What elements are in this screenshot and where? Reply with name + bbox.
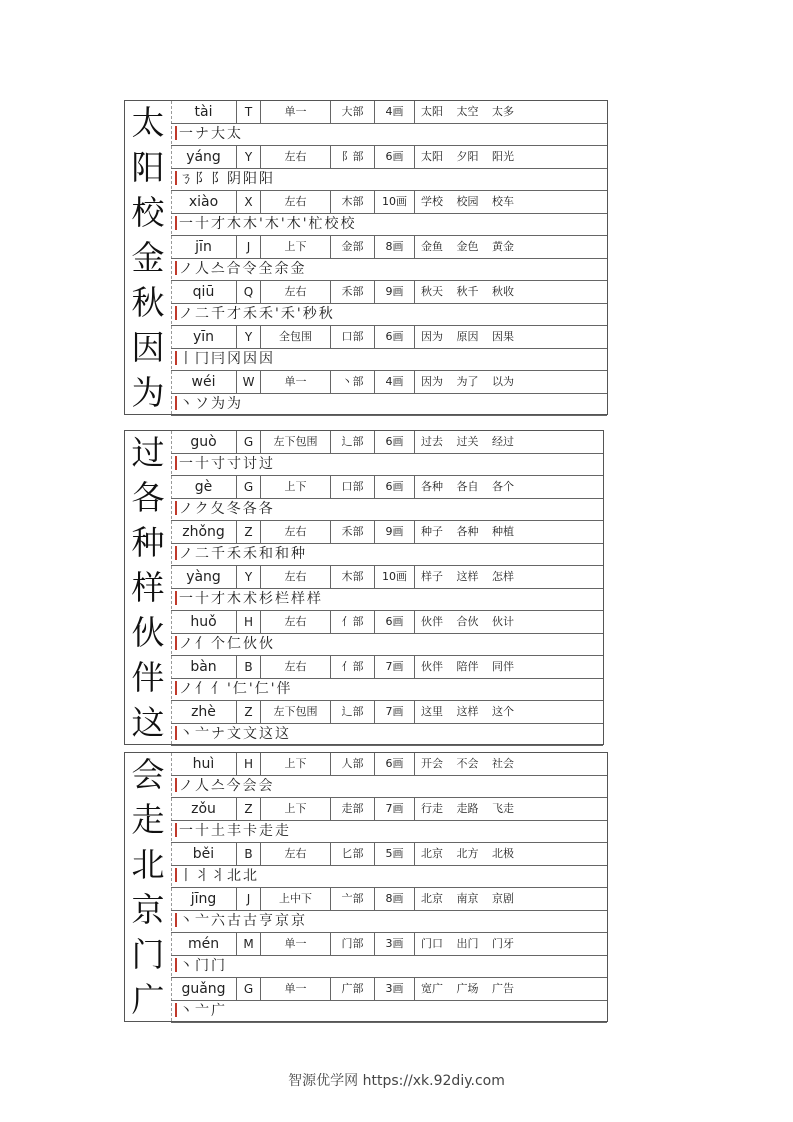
words-cell: 太阳 夕阳 阳光 [421, 150, 514, 163]
radical-cell: 大部 [331, 101, 375, 123]
character-entry [125, 101, 607, 146]
hanzi-character: 金 [131, 238, 165, 277]
hanzi-character: 因 [131, 328, 165, 367]
letter-cell: G [237, 476, 261, 498]
info-row [171, 476, 603, 499]
letter-cell: J [237, 888, 261, 910]
stroke-mark [175, 546, 177, 560]
letter-cell: H [237, 753, 261, 775]
hanzi-character: 阳 [131, 148, 165, 187]
info-row [171, 146, 607, 169]
structure-cell: 左右 [261, 281, 331, 303]
hanzi-character: 北 [131, 845, 165, 884]
character-entry [125, 611, 603, 656]
stroke-order-row [171, 1000, 607, 1023]
character-entry [125, 326, 607, 371]
stroke-order-text: 一十才木术杉栏样样 [179, 591, 323, 607]
pinyin-cell: gè [171, 476, 237, 498]
info-row [171, 101, 607, 124]
structure-cell: 单一 [261, 101, 331, 123]
radical-cell: 禾部 [331, 281, 375, 303]
strokes-count-cell: 6画 [375, 326, 415, 348]
stroke-mark [175, 1003, 177, 1017]
letter-cell: B [237, 656, 261, 678]
character-entry [125, 888, 607, 933]
strokes-count-cell: 4画 [375, 101, 415, 123]
pinyin-cell: tài [171, 101, 237, 123]
info-row [171, 521, 603, 544]
info-row [171, 371, 607, 394]
strokes-count-cell: 10画 [375, 566, 415, 588]
info-row [171, 888, 607, 911]
structure-cell: 左右 [261, 521, 331, 543]
stroke-mark [175, 261, 177, 275]
radical-cell: 禾部 [331, 521, 375, 543]
hanzi-character: 会 [131, 755, 165, 794]
stroke-mark [175, 778, 177, 792]
character-entry [125, 798, 607, 843]
structure-cell: 单一 [261, 978, 331, 1000]
strokes-count-cell: 9画 [375, 521, 415, 543]
pinyin-cell: wéi [171, 371, 237, 393]
info-row [171, 656, 603, 679]
strokes-count-cell: 3画 [375, 978, 415, 1000]
hanzi-character: 京 [131, 890, 165, 929]
radical-cell: 口部 [331, 326, 375, 348]
strokes-count-cell: 6画 [375, 431, 415, 453]
strokes-count-cell: 8画 [375, 236, 415, 258]
letter-cell: Y [237, 326, 261, 348]
stroke-order-text: 丶亠六古古亨京京 [179, 913, 307, 929]
radical-cell: 匕部 [331, 843, 375, 865]
letter-cell: Z [237, 701, 261, 723]
letter-cell: H [237, 611, 261, 633]
hanzi-character: 样 [131, 568, 165, 607]
character-entry [125, 933, 607, 978]
character-entry [125, 146, 607, 191]
structure-cell: 单一 [261, 933, 331, 955]
stroke-order-row [171, 498, 603, 521]
letter-cell: W [237, 371, 261, 393]
stroke-mark [175, 681, 177, 695]
stroke-order-row [171, 168, 607, 191]
letter-cell: Z [237, 521, 261, 543]
stroke-mark [175, 591, 177, 605]
hanzi-character: 广 [131, 980, 165, 1019]
stroke-order-text: ノ亻个仁伙伙 [179, 636, 275, 652]
stroke-order-row [171, 955, 607, 978]
hanzi-character: 为 [131, 373, 165, 412]
structure-cell: 上下 [261, 476, 331, 498]
letter-cell: Z [237, 798, 261, 820]
stroke-order-text: 一十土丰卡走走 [179, 823, 291, 839]
stroke-order-row [171, 453, 603, 476]
words-cell: 学校 校园 校车 [421, 195, 514, 208]
stroke-mark [175, 306, 177, 320]
pinyin-cell: běi [171, 843, 237, 865]
letter-cell: M [237, 933, 261, 955]
structure-cell: 上下 [261, 753, 331, 775]
letter-cell: X [237, 191, 261, 213]
hanzi-character: 秋 [131, 283, 165, 322]
pinyin-cell: mén [171, 933, 237, 955]
info-row [171, 191, 607, 214]
words-cell: 秋天 秋千 秋收 [421, 285, 514, 298]
stroke-mark [175, 501, 177, 515]
strokes-count-cell: 8画 [375, 888, 415, 910]
radical-cell: 口部 [331, 476, 375, 498]
stroke-mark [175, 868, 177, 882]
stroke-mark [175, 126, 177, 140]
info-row [171, 843, 607, 866]
hanzi-character: 种 [131, 523, 165, 562]
radical-cell: 木部 [331, 566, 375, 588]
pinyin-cell: guǎng [171, 978, 237, 1000]
character-entry [125, 521, 603, 566]
structure-cell: 左右 [261, 611, 331, 633]
info-row [171, 701, 603, 724]
pinyin-cell: xiào [171, 191, 237, 213]
info-row [171, 933, 607, 956]
info-row [171, 566, 603, 589]
stroke-order-text: ㄋ阝阝阴阳阳 [179, 171, 275, 187]
strokes-count-cell: 7画 [375, 656, 415, 678]
hanzi-character: 门 [131, 935, 165, 974]
strokes-count-cell: 5画 [375, 843, 415, 865]
stroke-order-row [171, 588, 603, 611]
pinyin-cell: huǒ [171, 611, 237, 633]
radical-cell: 亻部 [331, 611, 375, 633]
stroke-order-text: 一十寸寸讨过 [179, 456, 275, 472]
stroke-mark [175, 171, 177, 185]
words-cell: 金鱼 金色 黄金 [421, 240, 514, 253]
letter-cell: G [237, 978, 261, 1000]
info-row [171, 753, 607, 776]
stroke-order-row [171, 393, 607, 416]
strokes-count-cell: 4画 [375, 371, 415, 393]
pinyin-cell: zhè [171, 701, 237, 723]
radical-cell: 人部 [331, 753, 375, 775]
pinyin-cell: jīn [171, 236, 237, 258]
letter-cell: J [237, 236, 261, 258]
hanzi-character: 伴 [131, 658, 165, 697]
structure-cell: 左右 [261, 843, 331, 865]
structure-cell: 左右 [261, 566, 331, 588]
radical-cell: 走部 [331, 798, 375, 820]
words-cell: 种子 各种 种植 [421, 525, 514, 538]
character-entry [125, 236, 607, 281]
radical-cell: 亠部 [331, 888, 375, 910]
pinyin-cell: yàng [171, 566, 237, 588]
info-row [171, 431, 603, 454]
stroke-mark [175, 396, 177, 410]
structure-cell: 上中下 [261, 888, 331, 910]
stroke-order-text: 丶门门 [179, 958, 227, 974]
pinyin-cell: huì [171, 753, 237, 775]
character-entry [125, 701, 603, 746]
structure-cell: 全包围 [261, 326, 331, 348]
radical-cell: 广部 [331, 978, 375, 1000]
stroke-mark [175, 216, 177, 230]
strokes-count-cell: 3画 [375, 933, 415, 955]
pinyin-cell: jīng [171, 888, 237, 910]
strokes-count-cell: 6画 [375, 611, 415, 633]
character-entry [125, 978, 607, 1023]
structure-cell: 上下 [261, 798, 331, 820]
info-row [171, 236, 607, 259]
stroke-order-row [171, 633, 603, 656]
hanzi-character: 校 [131, 193, 165, 232]
radical-cell: 亻部 [331, 656, 375, 678]
pinyin-cell: yáng [171, 146, 237, 168]
structure-cell: 左下包围 [261, 701, 331, 723]
strokes-count-cell: 10画 [375, 191, 415, 213]
info-row [171, 978, 607, 1001]
radical-cell: 门部 [331, 933, 375, 955]
stroke-order-text: ノ二千禾禾和和种 [179, 546, 307, 562]
structure-cell: 左右 [261, 191, 331, 213]
stroke-order-row [171, 303, 607, 326]
footer-text: 智源优学网 https://xk.92diy.com [288, 1073, 505, 1089]
character-table-section [124, 752, 608, 1022]
letter-cell: B [237, 843, 261, 865]
hanzi-character: 这 [131, 703, 165, 742]
stroke-mark [175, 913, 177, 927]
words-cell: 宽广 广场 广告 [421, 982, 514, 995]
stroke-order-text: 丨冂冃冈因因 [179, 351, 275, 367]
letter-cell: Y [237, 566, 261, 588]
words-cell: 伙伴 合伙 伙计 [421, 615, 514, 628]
character-table-section [124, 100, 608, 415]
character-entry [125, 281, 607, 326]
pinyin-cell: guò [171, 431, 237, 453]
info-row [171, 326, 607, 349]
structure-cell: 左下包围 [261, 431, 331, 453]
words-cell: 开会 不会 社会 [421, 757, 514, 770]
strokes-count-cell: 7画 [375, 701, 415, 723]
structure-cell: 左右 [261, 656, 331, 678]
stroke-order-row [171, 213, 607, 236]
stroke-order-text: ノ人스合令全余金 [179, 261, 307, 277]
words-cell: 因为 为了 以为 [421, 375, 514, 388]
structure-cell: 上下 [261, 236, 331, 258]
character-entry [125, 656, 603, 701]
info-row [171, 798, 607, 821]
stroke-order-row [171, 258, 607, 281]
strokes-count-cell: 9画 [375, 281, 415, 303]
stroke-order-row [171, 348, 607, 371]
hanzi-character: 伙 [131, 613, 165, 652]
hanzi-character: 走 [131, 800, 165, 839]
stroke-order-text: 丨丬丬北北 [179, 868, 259, 884]
stroke-order-row [171, 910, 607, 933]
letter-cell: Q [237, 281, 261, 303]
words-cell: 北京 北方 北极 [421, 847, 514, 860]
stroke-mark [175, 351, 177, 365]
info-row [171, 281, 607, 304]
hanzi-character: 太 [131, 103, 165, 142]
character-entry [125, 431, 603, 476]
radical-cell: 辶部 [331, 431, 375, 453]
stroke-order-text: 丶亠ナ文文这这 [179, 726, 291, 742]
structure-cell: 左右 [261, 146, 331, 168]
stroke-order-text: 一ナ大太 [179, 126, 243, 142]
stroke-order-text: ノ人스今会会 [179, 778, 275, 794]
pinyin-cell: zǒu [171, 798, 237, 820]
stroke-order-text: ノ亻亻'仁'仁'伴 [179, 681, 293, 697]
character-entry [125, 566, 603, 611]
stroke-order-row [171, 678, 603, 701]
character-entry [125, 476, 603, 521]
letter-cell: Y [237, 146, 261, 168]
words-cell: 门口 出门 门牙 [421, 937, 514, 950]
character-entry [125, 843, 607, 888]
pinyin-cell: bàn [171, 656, 237, 678]
structure-cell: 单一 [261, 371, 331, 393]
radical-cell: 阝部 [331, 146, 375, 168]
stroke-order-text: 一十才木木'木'木'杧校校 [179, 216, 357, 232]
letter-cell: G [237, 431, 261, 453]
stroke-mark [175, 823, 177, 837]
words-cell: 各种 各自 各个 [421, 480, 514, 493]
stroke-order-text: 丶亠广 [179, 1003, 227, 1019]
stroke-order-row [171, 820, 607, 843]
pinyin-cell: zhǒng [171, 521, 237, 543]
character-entry [125, 191, 607, 236]
words-cell: 过去 过关 经过 [421, 435, 514, 448]
stroke-order-row [171, 723, 603, 746]
stroke-order-text: 丶ソ为为 [179, 396, 243, 412]
stroke-order-row [171, 123, 607, 146]
character-table-section [124, 430, 604, 745]
strokes-count-cell: 7画 [375, 798, 415, 820]
radical-cell: 丶部 [331, 371, 375, 393]
words-cell: 伙伴 陪伴 同伴 [421, 660, 514, 673]
words-cell: 太阳 太空 太多 [421, 105, 514, 118]
character-entry [125, 753, 607, 798]
hanzi-character: 过 [131, 433, 165, 472]
stroke-order-row [171, 775, 607, 798]
info-row [171, 611, 603, 634]
stroke-mark [175, 456, 177, 470]
radical-cell: 木部 [331, 191, 375, 213]
words-cell: 因为 原因 因果 [421, 330, 514, 343]
radical-cell: 辶部 [331, 701, 375, 723]
stroke-mark [175, 958, 177, 972]
strokes-count-cell: 6画 [375, 753, 415, 775]
stroke-order-text: ノク夂冬各各 [179, 501, 275, 517]
stroke-mark [175, 726, 177, 740]
words-cell: 这里 这样 这个 [421, 705, 514, 718]
words-cell: 样子 这样 怎样 [421, 570, 514, 583]
pinyin-cell: yīn [171, 326, 237, 348]
strokes-count-cell: 6画 [375, 146, 415, 168]
stroke-order-text: ノ二千才禾禾'禾'秒秋 [179, 306, 335, 322]
stroke-order-row [171, 543, 603, 566]
character-entry [125, 371, 607, 416]
strokes-count-cell: 6画 [375, 476, 415, 498]
radical-cell: 金部 [331, 236, 375, 258]
stroke-order-row [171, 865, 607, 888]
letter-cell: T [237, 101, 261, 123]
hanzi-character: 各 [131, 478, 165, 517]
words-cell: 北京 南京 京剧 [421, 892, 514, 905]
pinyin-cell: qiū [171, 281, 237, 303]
words-cell: 行走 走路 飞走 [421, 802, 514, 815]
stroke-mark [175, 636, 177, 650]
